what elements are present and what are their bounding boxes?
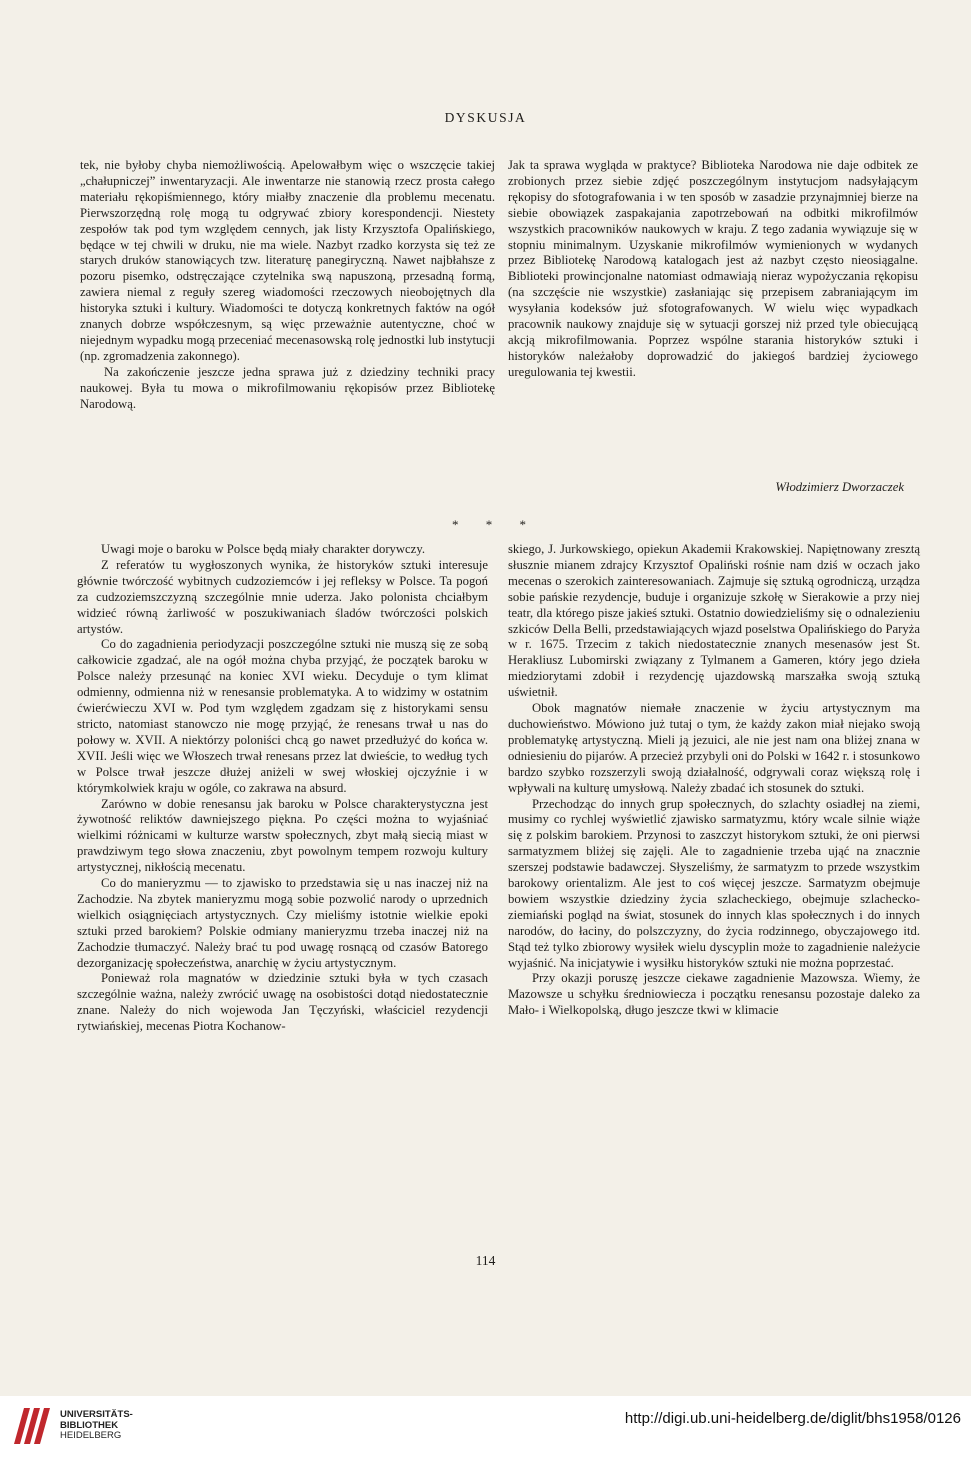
paragraph: Ponieważ rola magnatów w dziedzinie sztuki była w tych czasach szczególnie ważna, należy zwrócić uwagę na osobistości dotąd niedostatecznie znane. Należy do nich wojewoda Jan Tęczyński, właściciel rezydencji rytwiańskiej, mecenas Piotra Kochanow- <box>77 971 488 1034</box>
column-bottom-right <box>508 542 920 1019</box>
library-name <box>60 1410 133 1442</box>
source-url-link[interactable]: http://digi.ub.uni-heidelberg.de/diglit/bhs1958/0126 <box>624 1410 961 1427</box>
paragraph: Przy okazji poruszę jeszcze ciekawe zagadnienie Mazowsza. Wiemy, że Mazowsze u schyłku średniowiecza i początku renesansu pozostaje daleko za Mało- i Wielkopolską, długo jeszcze tkwi w klimacie <box>508 971 920 1018</box>
paragraph: Uwagi moje o baroku w Polsce będą miały charakter dorywczy. <box>101 542 426 556</box>
paragraph: Przechodząc do innych grup społecznych, do szlachty osiadłej na ziemi, musimy co rychlej wyświetlić zjawisko sarmatyzmu, który wcale silnie wiąże się z polskim barokiem. Przynosi to zaszczyt historykom sztuki, że oni pierwsi sarmatyzmem bliżej się zajęli. Ale to zagadnienie trzeba ująć na znacznie szerszej podstawie badawczej. Słyszeliśmy, że sarmatyzm to przede wszystkim barokowy orientalizm. Ale jest to coś więcej jeszcze. Sarmatyzm obejmuje bowiem wszystkie dziedziny życia szlacheckiego, obejmuje szlachecko-ziemiański pogląd na świat, stosunek do innych klas społecznych i do innych narodów, do łaciny, do polszczyzny, do życia rodzinnego, obyczajowego itd. Stąd też tylko zbiorowy wysiłek wielu dyscyplin może to zagadnienie należycie wyjaśnić. Na inicjatywie i wysiłku historyków sztuki nie można poprzestać. <box>508 796 920 970</box>
running-header: DYSKUSJA <box>444 110 527 125</box>
paragraph: Co do manieryzmu — to zjawisko to przedstawia się u nas inaczej niż na Zachodzie. Na zbytek manieryzmu mogą sobie pozwolić narody o uprzednich wielkich osiągnięciach artystycznych. Czy mieliśmy istotnie wielkie epoki sztuki przed barokiem? Polskie odmiany manieryzmu trzeba inaczej niż na Zachodzie tłumaczyć. Należy brać tu pod uwagę rosnącą od czasów Batorego dezorganizację społeczeństwa, anarchię w życiu artystycznym. <box>77 876 488 970</box>
paragraph: Z referatów tu wygłoszonych wynika, że historyków sztuki interesuje głównie twórczość wybitnych cudzoziemców i jej refleksy w Polsce. Ta pogoń za cudzoziemszczyzną szczególnie mnie uderza. Jako polonista chciałbym widzieć równą żarliwość w poszukiwaniach śladów twórczości polskich artystów. <box>77 557 488 636</box>
digitization-footer <box>0 1396 971 1465</box>
library-name-line: UNIVERSITÄTS- <box>60 1409 133 1420</box>
page-number: 114 <box>475 1253 496 1268</box>
column-bottom-left <box>77 542 488 1035</box>
paragraph: skiego, J. Jurkowskiego, opiekun Akademii Krakowskiej. Napiętnowany zresztą słusznie mianem zdrajcy Krzysztof Opaliński rośnie nam dziś w oczach jako mecenas o szerokich zainteresowaniach. Zajmuje się sztuką ogrodniczą, urządza sobie pańskie rezydencje, buduje i organizuje szkołę w Sierakowie a przy niej teatr, dla którego pisze jakieś sztuki. Ostatnio dowiedzieliśmy się o odnalezieniu szkiców Della Belli, przedstawiających wjazd poselstwa Opalińskiego do Paryża w r. 1675. Trzecim z takich niedostatecznie znanych mesenasów jest St. Herakliusz Lubomirski związany z Tylmanem a Gameren, który jego dzieła miedziorytami zdobił i rezydencję ujazdowską marszałka swoją sztuką uświetnił. <box>508 542 920 700</box>
column-top-right <box>508 158 918 381</box>
library-name-line: BIBLIOTHEK <box>60 1419 119 1431</box>
library-name-line: HEIDELBERG <box>60 1430 122 1441</box>
paragraph: Co do zagadnienia periodyzacji poszczególne sztuki nie muszą się ze sobą całkowicie zgadzać, ale na ogół można chyba przyjąć, że początek baroku w Polsce należy przesunąć na koniec XVI wieku. Decyduje o tym klimat odmienny, odmienna niż w renesansie problematyka. A to widzimy w ostatnim ćwierćwieczu XVI w. Pod tym względem zgadzam się z historykami sensu stricto, natomiast stanowczo nie mogę przyjąć, że renesans trwał u nas do połowy w. XVII. A niektórzy poloniści chcą go nawet przedłużyć do końca w. XVII. Jeśli więc we Włoszech trwał renesans przez lat dwieście, to według tych w Polsce trwał jeszcze dłużej aniżeli w swej włoskiej ojczyźnie i w którymkolwiek kraju w ogóle, co zakrawa na absurd. <box>77 637 488 795</box>
library-logo-icon <box>10 1404 54 1448</box>
paragraph: Jak ta sprawa wygląda w praktyce? Biblioteka Narodowa nie daje odbitek ze zrobionych przez siebie zdjęć poszczególnym instytucjom nadsyłającym rękopisy do sfotografowania i w ten sposób w zasadzie przynajmniej bierze na siebie obowiązek zaspakajania zapotrzebowań na odbitki mikrofilmów wszystkich pracowników naukowych w kraju. Z tego zadania wywiązuje się w stopniu minimalnym. Uzyskanie mikrofilmów wymienionych w wydanych przez Bibliotekę Narodową katalogach jest aż nazbyt często nieosiągalne. Biblioteki prowincjonalne natomiast odmawiają nieraz wypożyczania rękopisu (na szczęście nie wszystkie) zasłaniając się przepisem zabraniającym im wysyłania kodeksów już sfotografowanych. W wielu więc wypadkach pracownik naukowy znajduje się w sytuacji gorszej niż przed tyle obiecującą akcją mikrofilmowania. Poprzez wspólne starania historyków sztuki i historyków należałoby doprowadzić do jakiegoś bardziej życiowego uregulowania tej kwestii. <box>508 158 918 379</box>
paragraph: Zarówno w dobie renesansu jak baroku w Polsce charakterystyczna jest żywotność reliktów dawniejszego piękna. Po części można to wyjaśniać wielkimi różnicami w kulturze warstw społecznych, zbyt małą siecią miast w prawdziwym tego słowa znaczeniu, zbyt powolnym tempem rozwoju kultury artystycznej, nikłością mecenatu. <box>77 796 488 875</box>
paragraph: Obok magnatów niemałe znaczenie w życiu artystycznym ma duchowieństwo. Mówiono już tutaj o tym, że każdy zakon miał niejako swoją problematykę artystyczną. Mieli ją jezuici, ale nie jest nam ona bliżej znana w odniesieniu do pijarów. A przecież przybyli oni do Polski w 1642 r. i stosunkowo bardzo szybko rozszerzyli swoją działalność, odgrywali coraz większą rolę i wpływali na kulturę umysłową. Należy zbadać ich stosunek do sztuki. <box>508 701 920 795</box>
author-signature: Włodzimierz Dworzaczek <box>775 480 904 494</box>
paragraph: tek, nie byłoby chyba niemożliwością. Apelowałbym więc o wszczęcie takiej „chałupniczej” inwentaryzacji. Ale inwentarze nie stanowią rzecz prosta całego materiału rękopiśmiennego, który miałby znaczenie dla problemu mecenatu. Pierwszorzędną rolę mogą tu odgrywać zbiory korespondencji. Niestety zespołów tak pod tym względem cennych, jak listy Krzysztofa Opalińskiego, będące w tej chwili w druku, nie ma wiele. Nazbyt rzadko korzysta się też ze starych druków stanowiących tzw. literaturę panegiryczną. Nawet najbłahsze z pozoru pisemko, odstręczające czytelnika swą napuszoną, przesadną formą, zawiera niemal z reguły szereg wiadomości rzeczowych nieobojętnych dla historyka sztuki i kultury. Wiadomości te dotyczą konkretnych faktów na ogół znanych dobrze współczesnym, są więc przeważnie autentyczne, choć w niejednym wypadku mogą przeceniać mecenasowską rolę jednostki lub instytucji (np. zgromadzenia zakonnego). <box>80 158 495 363</box>
paragraph: Na zakończenie jeszcze jedna sprawa już z dziedziny techniki pracy naukowej. Była tu mowa o mikrofilmowaniu rękopisów przez Bibliotekę Narodową. <box>80 364 495 411</box>
section-divider: * * * <box>452 517 538 532</box>
column-top-left <box>80 158 495 413</box>
